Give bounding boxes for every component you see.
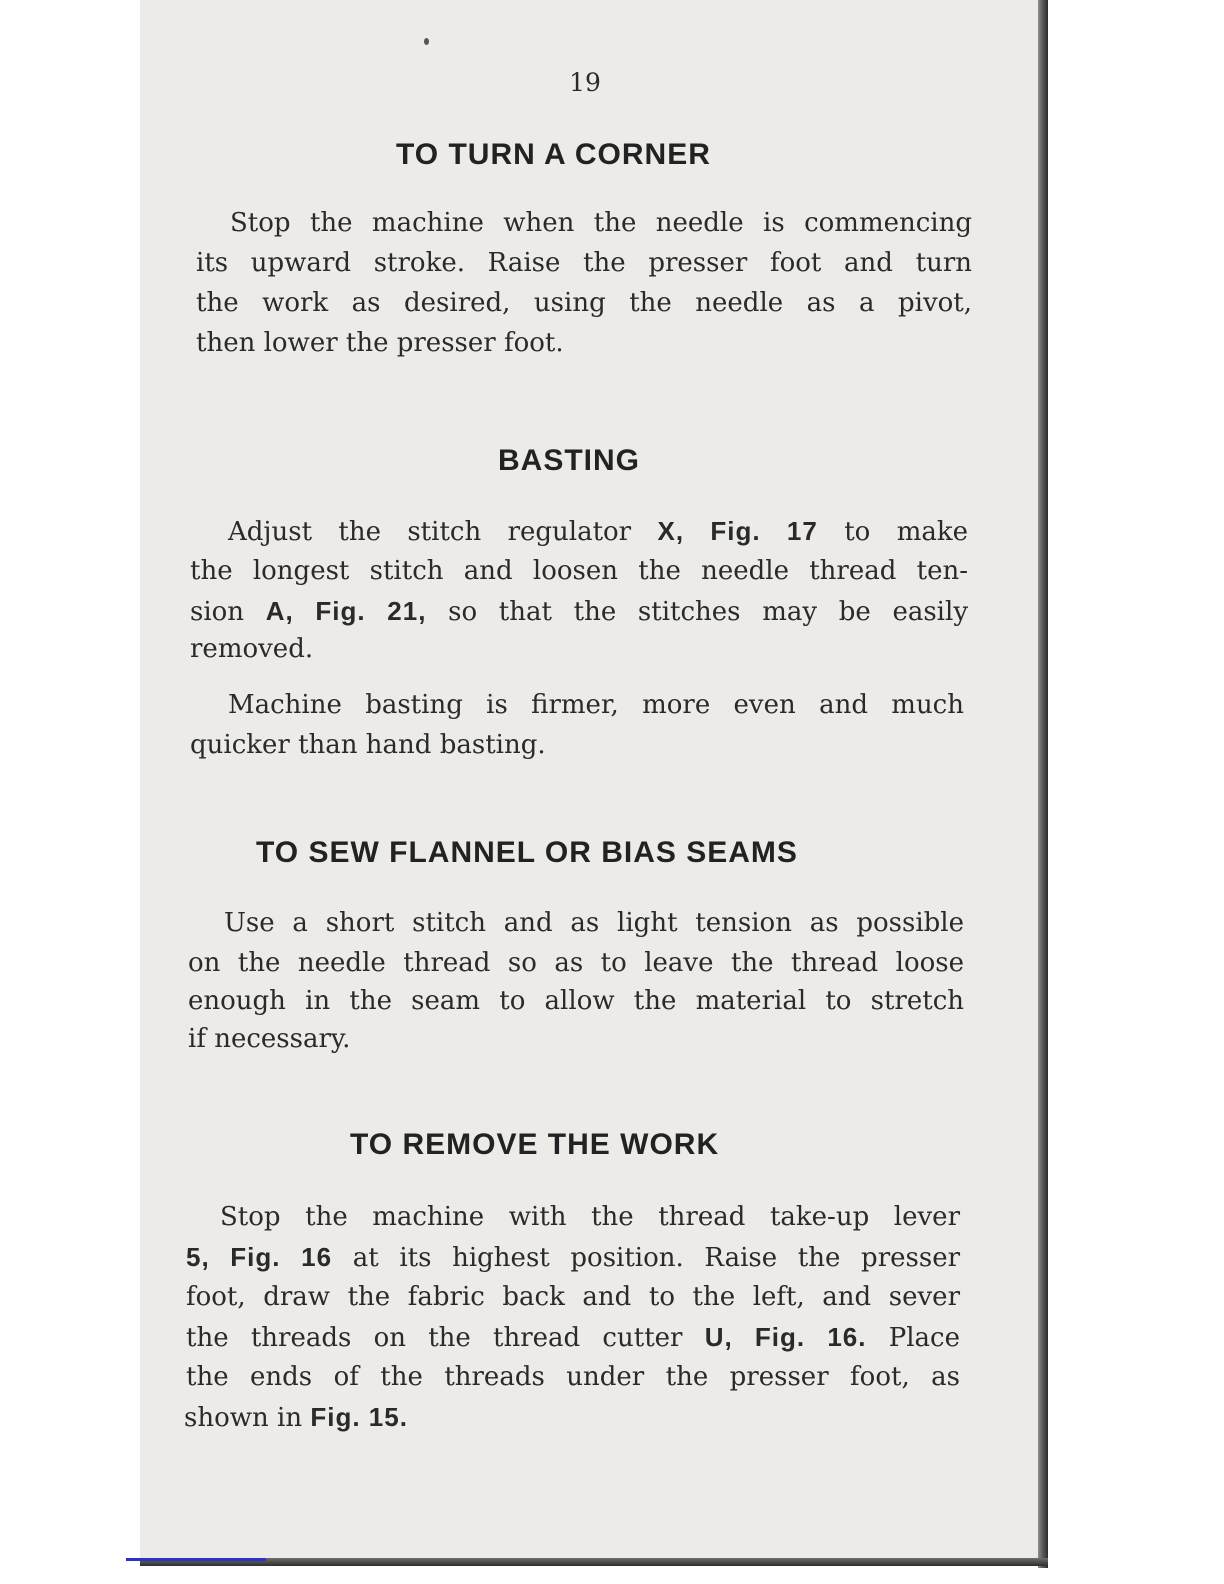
remove-line-4 bbox=[186, 1322, 960, 1353]
basting-line-2: the longest stitch and loosen the needle thread ten- bbox=[190, 556, 968, 586]
dust-speck bbox=[424, 38, 429, 45]
ref-fig-15: Fig. 15. bbox=[310, 1402, 408, 1432]
remove-line-2-text: at its highest position. Raise the presser bbox=[352, 1243, 961, 1273]
corner-line-1: Stop the machine when the needle is commencing bbox=[230, 208, 972, 238]
basting-p2-line-2: quicker than hand basting. bbox=[190, 730, 546, 760]
basting-line-1-text-b: to make bbox=[844, 517, 969, 547]
basting-line-1-text-a: Adjust the stitch regulator bbox=[228, 517, 632, 547]
remove-line-6 bbox=[184, 1402, 408, 1433]
corner-line-3: the work as desired, using the needle as a pivot, bbox=[196, 288, 972, 318]
basting-line-3 bbox=[190, 596, 968, 627]
heading-turn-a-corner: TO TURN A CORNER bbox=[396, 138, 711, 171]
basting-line-3-text-b: so that the stitches may be easily bbox=[448, 597, 969, 627]
ref-5-fig-16: 5, Fig. 16 bbox=[186, 1242, 333, 1272]
page-number: 19 bbox=[569, 68, 601, 97]
flannel-line-3: enough in the seam to allow the material to stretch bbox=[188, 986, 964, 1016]
heading-remove-the-work: TO REMOVE THE WORK bbox=[350, 1128, 720, 1161]
basting-p2-line-1: Machine basting is firmer, more even and much bbox=[228, 690, 964, 720]
remove-line-1: Stop the machine with the thread take-up lever bbox=[220, 1202, 960, 1232]
ref-a-fig-21: A, Fig. 21, bbox=[265, 596, 427, 626]
heading-sew-flannel-or-bias-seams: TO SEW FLANNEL OR BIAS SEAMS bbox=[256, 836, 798, 869]
flannel-line-4: if necessary. bbox=[188, 1024, 351, 1054]
heading-basting: BASTING bbox=[498, 444, 640, 477]
page-edge-shadow bbox=[1038, 0, 1048, 1568]
basting-line-1 bbox=[228, 516, 968, 547]
flannel-line-2: on the needle thread so as to leave the thread loose bbox=[188, 948, 964, 978]
corner-line-2: its upward stroke. Raise the presser foot and turn bbox=[196, 248, 972, 278]
remove-line-6-text: shown in bbox=[184, 1403, 303, 1433]
corner-line-4: then lower the presser foot. bbox=[196, 328, 564, 358]
basting-line-3-text-a: sion bbox=[190, 597, 245, 627]
blue-underline-mark bbox=[126, 1558, 266, 1561]
remove-line-4-text-a: the threads on the thread cutter bbox=[186, 1323, 683, 1353]
flannel-line-1: Use a short stitch and as light tension as possible bbox=[224, 908, 964, 938]
ref-u-fig-16: U, Fig. 16. bbox=[704, 1322, 867, 1352]
remove-line-2 bbox=[186, 1242, 960, 1273]
ref-x-fig-17: X, Fig. 17 bbox=[657, 516, 818, 546]
remove-line-5: the ends of the threads under the presser foot, as bbox=[186, 1362, 960, 1392]
page-bottom-shadow bbox=[140, 1558, 1048, 1566]
remove-line-3: foot, draw the fabric back and to the left, and sever bbox=[186, 1282, 960, 1312]
remove-line-4-text-b: Place bbox=[888, 1323, 960, 1353]
basting-line-4: removed. bbox=[190, 634, 314, 664]
